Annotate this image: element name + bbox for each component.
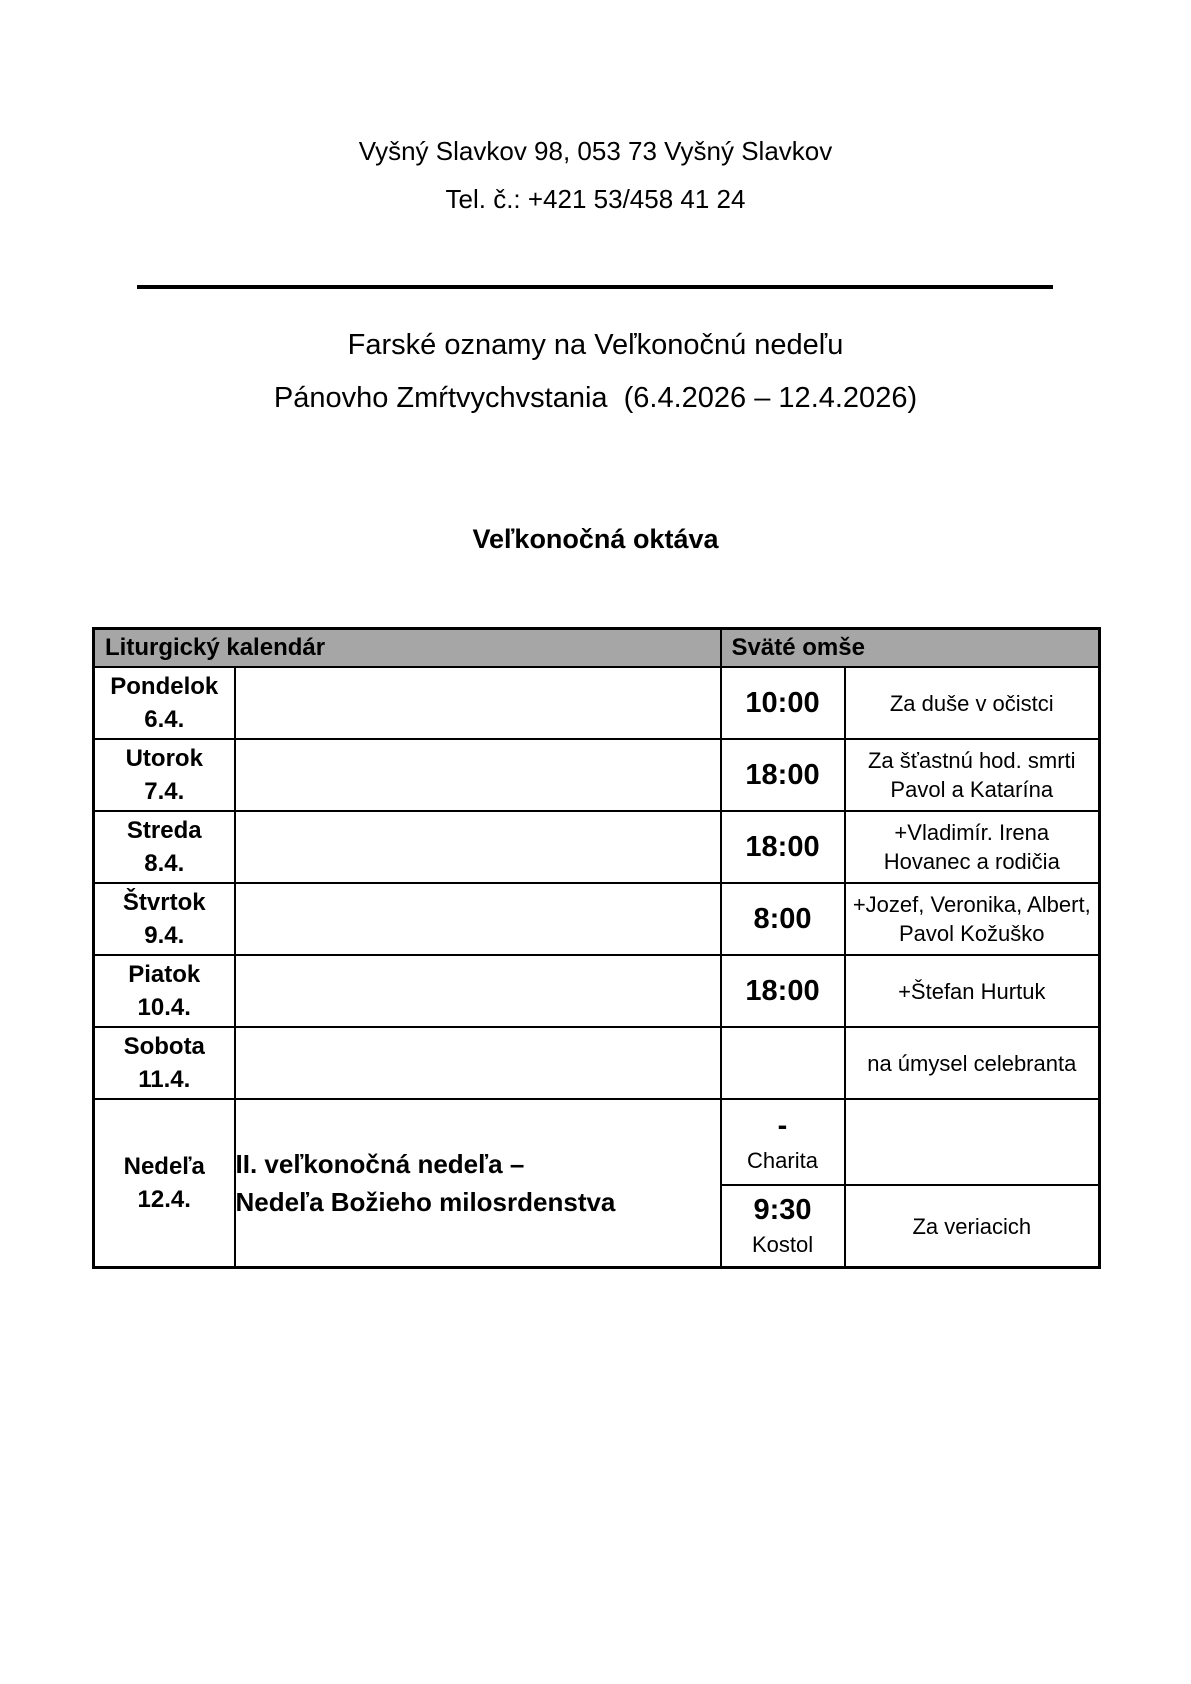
note-cell — [235, 955, 721, 1027]
day-name: Nedeľa — [123, 1153, 205, 1180]
time-value: 9:30 — [753, 1194, 812, 1226]
intention-cell — [845, 667, 1100, 739]
intention-cell — [845, 883, 1100, 955]
note-cell — [235, 811, 721, 883]
time-cell: 18:00 — [721, 739, 845, 811]
day-cell — [94, 811, 235, 883]
day-date: 12.4. — [137, 1186, 191, 1213]
day-name: Pondelok — [110, 673, 219, 700]
time-cell: 18:00 — [721, 955, 845, 1027]
address-line-1: Vyšný Slavkov 98, 053 73 Vyšný Slavkov — [358, 136, 833, 166]
intention-cell — [845, 955, 1100, 1027]
table-row-monday — [94, 667, 1100, 739]
note-cell — [235, 1099, 721, 1268]
note-line: II. veľkonočná nedeľa – — [235, 1149, 525, 1179]
note-cell — [235, 883, 721, 955]
table-row-friday — [94, 955, 1100, 1027]
day-cell — [94, 667, 235, 739]
table-row-sunday-charita — [94, 1099, 1100, 1185]
intention-line: Za šťastnú hod. smrti — [867, 748, 1076, 773]
intention-line: Pavol a Katarína — [890, 777, 1054, 802]
place-label: Charita — [747, 1148, 818, 1173]
note-cell — [235, 1027, 721, 1099]
day-cell — [94, 1027, 235, 1099]
day-date: 10.4. — [137, 994, 191, 1021]
time-cell: 10:00 — [721, 667, 845, 739]
table-row-saturday — [94, 1027, 1100, 1099]
day-date: 6.4. — [144, 706, 185, 733]
day-name: Štvrtok — [122, 889, 206, 916]
intention-line: Za duše v očistci — [889, 690, 1054, 716]
intention-line: Pavol Kožuško — [899, 921, 1045, 946]
day-cell — [94, 883, 235, 955]
time-cell — [721, 1185, 845, 1268]
intention-cell — [845, 1185, 1100, 1268]
intention-line: +Štefan Hurtuk — [898, 978, 1046, 1004]
time-cell: 8:00 — [721, 883, 845, 955]
note-cell — [235, 739, 721, 811]
day-cell — [94, 955, 235, 1027]
section-subtitle: Veľkonočná oktáva — [472, 524, 719, 554]
day-name: Sobota — [123, 1033, 205, 1060]
day-name: Utorok — [125, 745, 203, 772]
time-value: - — [777, 1110, 788, 1142]
day-date: 7.4. — [144, 778, 185, 805]
intention-line: +Vladimír. Irena — [894, 820, 1050, 845]
horizontal-divider — [137, 285, 1053, 289]
time-cell — [721, 1027, 845, 1099]
day-name: Streda — [126, 817, 202, 844]
place-label: Kostol — [751, 1232, 814, 1257]
day-date: 8.4. — [144, 850, 185, 877]
intention-cell — [845, 811, 1100, 883]
intention-cell — [845, 739, 1100, 811]
intention-line: Za veriacich — [912, 1213, 1032, 1239]
table-header-row — [94, 629, 1100, 668]
intention-line: na úmysel celebranta — [867, 1050, 1077, 1076]
header-holy-masses: Sväté omše — [721, 629, 1100, 668]
day-cell — [94, 739, 235, 811]
note-cell — [235, 667, 721, 739]
day-cell — [94, 1099, 235, 1268]
intention-line: +Jozef, Veronika, Albert, — [852, 892, 1091, 917]
mass-schedule-table — [92, 627, 1101, 1269]
note-line: Nedeľa Božieho milosrdenstva — [235, 1187, 616, 1217]
document-title-line-2: Pánovho Zmŕtvychvstania (6.4.2026 – 12.4.2026) — [273, 382, 918, 414]
table-row-tuesday — [94, 739, 1100, 811]
table-row-wednesday — [94, 811, 1100, 883]
time-cell — [721, 1099, 845, 1185]
document-title-line-1: Farské oznamy na Veľkonočnú nedeľu — [347, 329, 844, 361]
time-cell: 18:00 — [721, 811, 845, 883]
header-liturgical-calendar: Liturgický kalendár — [94, 629, 721, 668]
intention-cell — [845, 1027, 1100, 1099]
table-row-thursday — [94, 883, 1100, 955]
day-name: Piatok — [128, 961, 201, 988]
intention-line: Hovanec a rodičia — [883, 849, 1060, 874]
day-date: 9.4. — [144, 922, 185, 949]
phone-line: Tel. č.: +421 53/458 41 24 — [445, 184, 746, 214]
intention-cell — [845, 1099, 1100, 1185]
day-date: 11.4. — [138, 1066, 191, 1093]
